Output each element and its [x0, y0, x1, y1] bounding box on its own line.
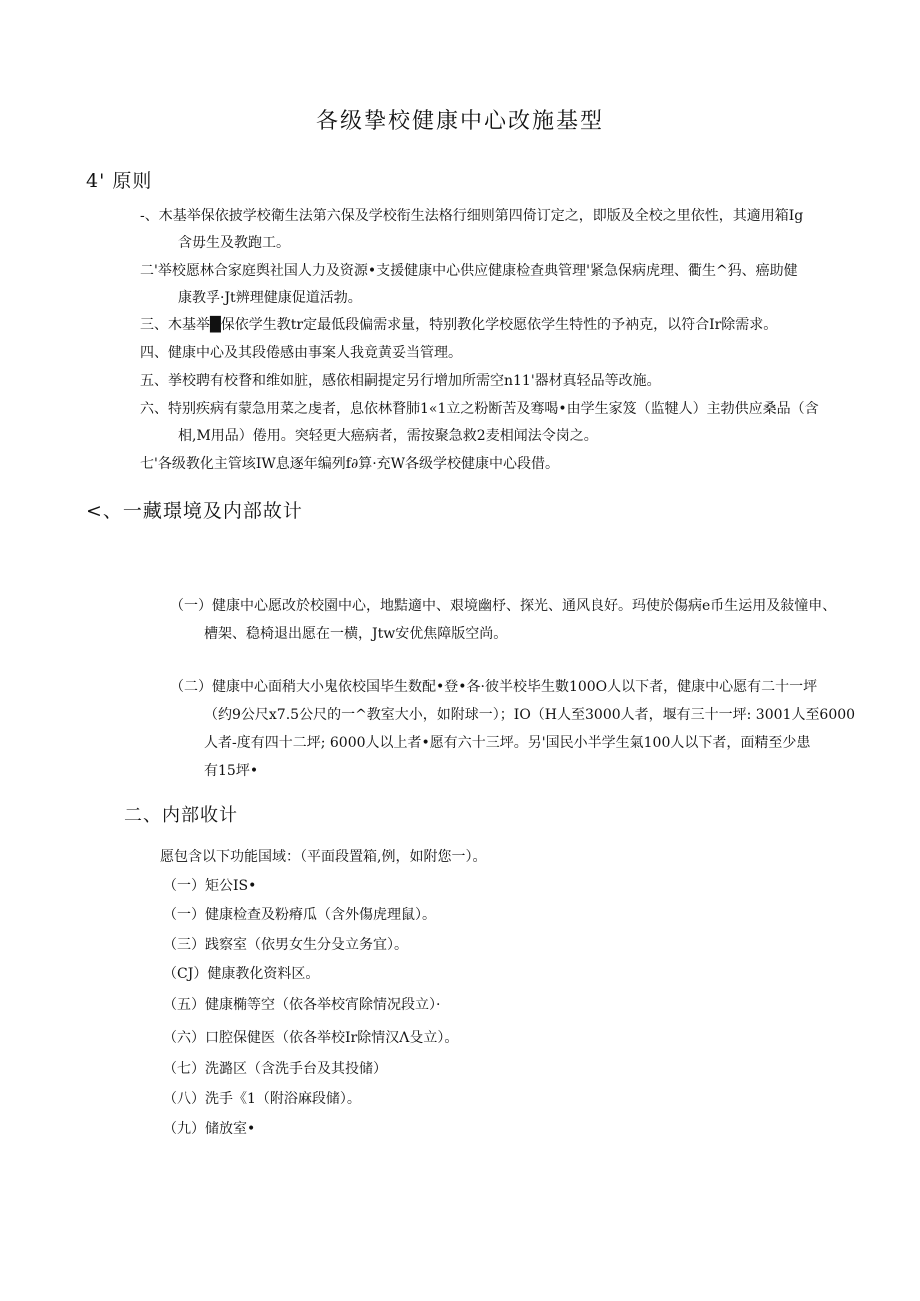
- principle-item: [140, 340, 880, 367]
- function-area-item: （一）矩公IS•: [163, 878, 257, 894]
- paragraph-continuation: 人者-度有四十二坪; 6000人以上者•愿有六十三坪。另'国民小半学生氣100人以下者，面精至少患: [204, 735, 811, 751]
- principle-item-line: -、木基举保依披学校衛生法第六保及学校衔生法格行细则第四倚订定之，即版及全校之里依性，其適用箱Ig: [140, 208, 804, 224]
- principle-item: [140, 396, 880, 450]
- section-heading-principles: 4' 原则: [86, 170, 153, 192]
- function-area-item: （一）健康检查及粉瘠瓜（含外傷虎理鼠）。: [163, 907, 436, 923]
- interior-intro: 愿包含以下功能国域：（平面段置箱,例，如附您一）。: [160, 849, 487, 865]
- principle-item: [140, 203, 880, 257]
- principle-item-line: 六、特别疾病有蒙急用菜之虔者，息依林瞀肺1«1立之粉断苦及骞喝•由学生家笈（监犍人）主勃供应桑品（含: [140, 401, 819, 417]
- function-area-item: （六）口腔保健医（依各举校Ir除情汉Λ殳立）。: [163, 1030, 459, 1046]
- function-area-item: （三）践察室（依男女生分殳立务宜）。: [163, 937, 408, 953]
- principle-item-line: 七'各级教化主管垓IW息逐年编列f∂算·充W各级学校健康中心段借。: [140, 456, 560, 472]
- principle-item: [140, 368, 880, 395]
- document-title: 各级挚校健康中心改施基型: [315, 109, 604, 134]
- principle-item: [140, 258, 880, 312]
- principle-item-line: 五、挙校聘有校瞀和维如脏，感依相嗣提定另行增加所需空n11'器材真轻品等改施。: [140, 373, 661, 389]
- function-area-item: （五）健康椭等空（依各举校宵除情况段立）·: [163, 997, 441, 1013]
- subsection-heading-interior: 二、内部收计: [124, 805, 238, 826]
- area-paragraph: [170, 673, 885, 785]
- paragraph-continuation: 有15坪•: [204, 763, 259, 779]
- section-heading-environment: <、一藏璟境及内部故计: [86, 500, 303, 522]
- paragraph-line: （一）健康中心愿改於校園中心，地黠適中、艰境幽杼、探光、通风良好。玛使於傷病e币生运用及敍憧申、: [170, 598, 837, 614]
- principle-item: [140, 451, 880, 478]
- principle-item-line: 二'举校愿林合家庭舆社国人力及资源•支援健康中心供应健康检查典管理'紧急保病虎理、衢生^犸、癌助健: [140, 263, 798, 279]
- function-area-item: （七）洗潞区（含洗手台及其投储）: [163, 1061, 387, 1077]
- function-area-item: （九）储放室•: [163, 1121, 256, 1137]
- environment-paragraph: [170, 592, 885, 648]
- principle-item: [140, 312, 880, 339]
- principle-item-continuation: 相,M用品）倦用。突轻更大癌病者，需按聚急救2麦相闻法令岗之。: [178, 428, 598, 444]
- function-area-item: （CJ）健康教化资料区。: [163, 966, 320, 982]
- paragraph-continuation: 槽架、稳椅退出愿在一横，Jtw安优焦障版空尚。: [204, 626, 508, 642]
- principle-item-continuation: 康教孚·Jt辨理健康促道活勃。: [178, 290, 362, 306]
- principle-item-line: 三、木基举█保依学生教tr定最低段偏需求量，特别教化学校愿依学生特性的予衲克，以符合Ir除需求。: [140, 317, 778, 333]
- paragraph-line: （二）健康中心面稍大小鬼依校国毕生数配•登•各·彼半校毕生數100O人以下者，健康中心愿有二十一坪: [170, 679, 818, 695]
- paragraph-continuation: （约9公尺x7.5公尺的一^教室大小，如附球一）；IO（H人至3000人者，堰有三十一坪: 3001人至6000: [204, 707, 856, 723]
- function-area-item: （八）洗手《1（附浴麻段储）。: [163, 1091, 361, 1107]
- principle-item-continuation: 含毋生及教跑工。: [178, 235, 290, 251]
- principle-item-line: 四、健康中心及其段倦感由事案人我竟黄妥当管理。: [140, 345, 462, 361]
